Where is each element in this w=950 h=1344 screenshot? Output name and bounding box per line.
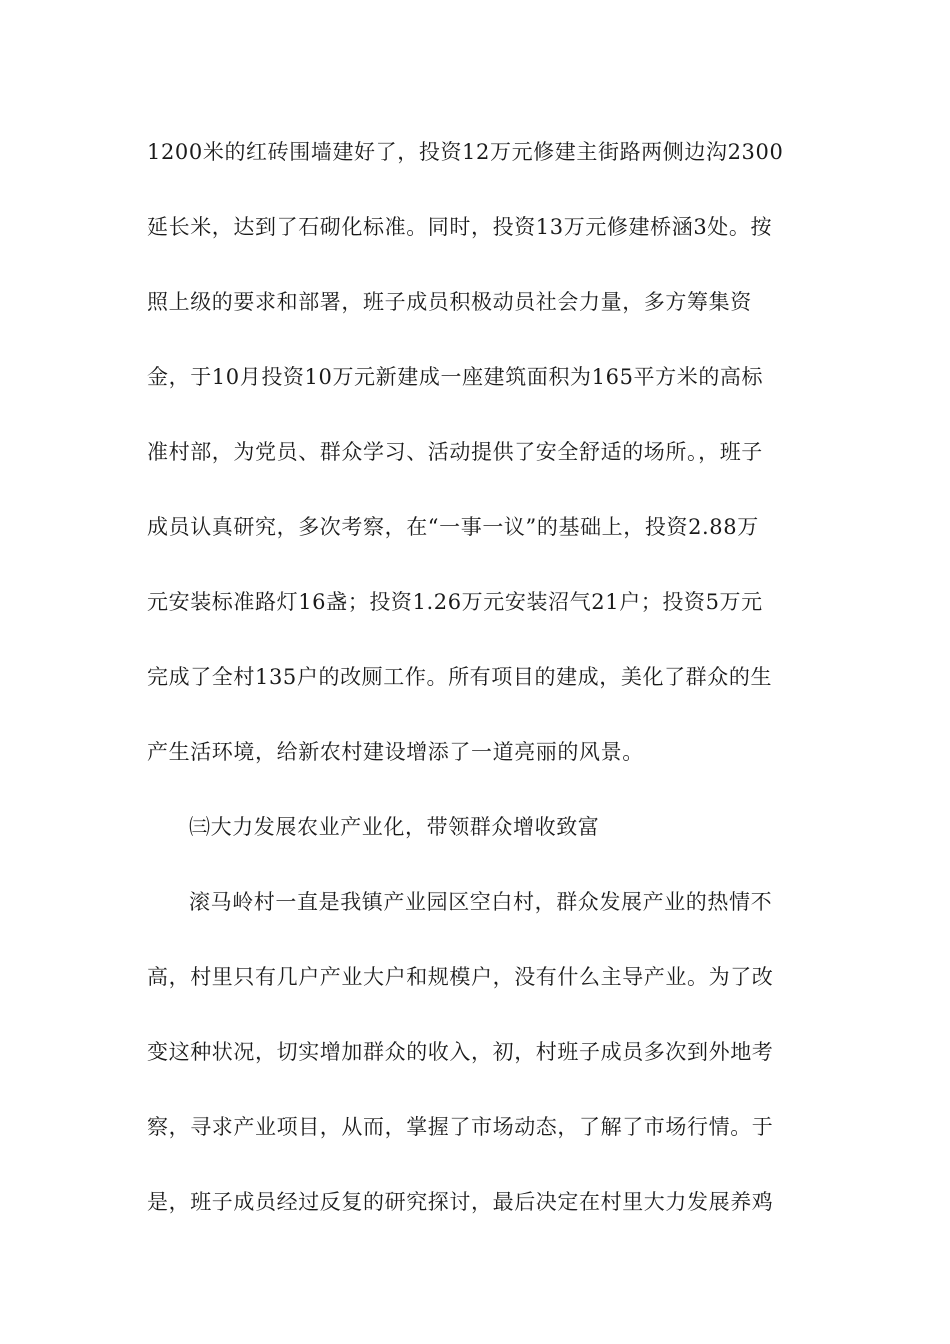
paragraph-line: 产生活环境，给新农村建设增添了一道亮丽的风景。 [147,740,644,764]
paragraph-line: 完成了全村135户的改厕工作。所有项目的建成，美化了群众的生 [147,665,773,689]
section-heading: ㈢大力发展农业产业化，带领群众增收致富 [189,815,600,839]
paragraph-line: 金，于10月投资10万元新建成一座建筑面积为165平方米的高标 [147,365,764,389]
paragraph-line: 察，寻求产业项目，从而，掌握了市场动态，了解了市场行情。于 [147,1115,774,1139]
paragraph-line: 延长米，达到了石砌化标准。同时，投资13万元修建桥涵3处。按 [147,215,773,239]
paragraph-line: 变这种状况，切实增加群众的收入，初，村班子成员多次到外地考 [147,1040,774,1064]
paragraph-line: 准村部，为党员、群众学习、活动提供了安全舒适的场所。，班子 [147,440,763,464]
paragraph-line: 滚马岭村一直是我镇产业园区空白村，群众发展产业的热情不 [189,890,773,914]
paragraph-line: 成员认真研究，多次考察，在“一事一议”的基础上，投资2.88万 [147,515,759,539]
paragraph-line: 元安装标准路灯16盏；投资1.26万元安装沼气21户；投资5万元 [147,590,763,614]
paragraph-line: 1200米的红砖围墙建好了，投资12万元修建主街路两侧边沟2300 [147,140,784,164]
paragraph-line: 是，班子成员经过反复的研究探讨，最后决定在村里大力发展养鸡 [147,1190,774,1214]
paragraph-line: 照上级的要求和部署，班子成员积极动员社会力量，多方筹集资 [147,290,752,314]
paragraph-line: 高，村里只有几户产业大户和规模户，没有什么主导产业。为了改 [147,965,774,989]
